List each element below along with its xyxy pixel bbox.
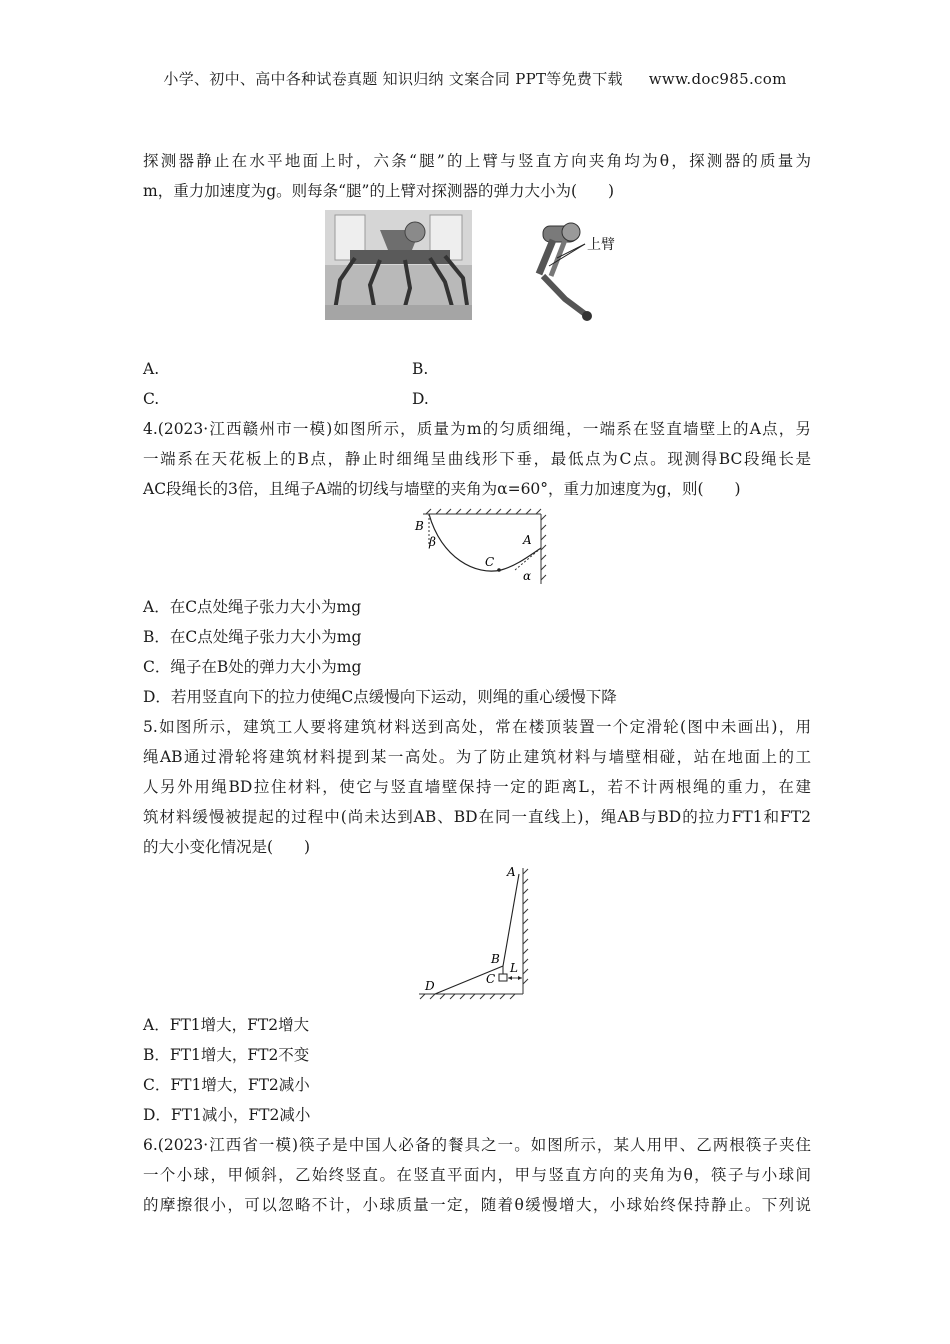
q4-line-2: 一端系在天花板上的B点，静止时细绳呈曲线形下垂，最低点为C点。现测得BC段绳长是 [143, 450, 811, 468]
label-b: B [491, 952, 500, 966]
q5-line-5: 的大小变化情况是( ) [143, 838, 311, 856]
q5-line-4: 筑材料缓慢被提起的过程中(尚未达到AB、BD在同一直线上)，绳AB与BD的拉力FT1和FT2 [143, 808, 811, 826]
q5-line-3: 人另外用绳BD拉住材料，使它与竖直墙壁保持一定的距离L，若不计两根绳的重力，在建 [143, 778, 811, 796]
q4-line-1: 4.(2023·江西赣州市一模)如图所示，质量为m的匀质细绳，一端系在竖直墙壁上的A点，另 [143, 420, 811, 438]
q6-line-1: 6.(2023·江西省一模)筷子是中国人必备的餐具之一。如图所示，某人用甲、乙两根筷子夹住 [143, 1136, 811, 1154]
q6-line-2: 一个小球，甲倾斜，乙始终竖直。在竖直平面内，甲与竖直方向的夹角为θ，筷子与小球间 [143, 1166, 811, 1184]
q5-option-b[interactable]: B．FT1增大，FT2不变 [143, 1046, 310, 1064]
label-c: C [486, 972, 496, 986]
q3-option-c[interactable]: C. [143, 390, 160, 408]
q5-option-a[interactable]: A．FT1增大，FT2增大 [143, 1016, 310, 1034]
rope-diagram [411, 508, 551, 586]
page-header [0, 68, 950, 89]
q3-line-1: 探测器静止在水平地面上时，六条“腿”的上臂与竖直方向夹角均为θ，探测器的质量为 [143, 152, 811, 170]
q5-building-figure [143, 862, 811, 1010]
q5-option-d[interactable]: D．FT1减小，FT2减小 [143, 1106, 311, 1124]
q4-option-b[interactable]: B．在C点处绳子张力大小为mg [143, 628, 362, 646]
q3-figure [143, 206, 811, 354]
document-body [143, 146, 811, 1220]
header-title: 小学、初中、高中各种试卷真题 知识归纳 文案合同 PPT等免费下载 [163, 70, 623, 88]
label-a: A [507, 866, 516, 879]
q3-option-a[interactable]: A. [143, 360, 160, 378]
q4-line-3: AC段绳长的3倍，且绳子A端的切线与墙壁的夹角为α=60°，重力加速度为g，则( ) [143, 480, 741, 498]
label-b: B [415, 519, 424, 533]
q5-option-c[interactable]: C．FT1增大，FT2减小 [143, 1076, 310, 1094]
label-beta: β [429, 535, 436, 549]
q4-rope-figure [143, 504, 811, 592]
q3-options-row-2 [143, 384, 811, 414]
label-c: C [485, 555, 495, 569]
robot-leg-photo [525, 214, 653, 326]
label-l: L [510, 961, 518, 975]
q3-option-d[interactable]: D. [412, 390, 429, 408]
label-alpha: α [523, 569, 532, 583]
q4-option-d[interactable]: D．若用竖直向下的拉力使绳C点缓慢向下运动，则绳的重心缓慢下降 [143, 688, 617, 706]
q4-option-a[interactable]: A．在C点处绳子张力大小为mg [143, 598, 362, 616]
label-d: D [425, 979, 435, 993]
q5-line-1: 5.如图所示，建筑工人要将建筑材料送到高处，常在楼顶装置一个定滑轮(图中未画出)，用 [143, 718, 811, 736]
header-url[interactable]: www.doc985.com [648, 70, 787, 88]
q3-option-b[interactable]: B. [412, 360, 429, 378]
q3-options-row-1 [143, 354, 811, 384]
q6-line-3: 的摩擦很小，可以忽略不计，小球质量一定，随着θ缓慢增大，小球始终保持静止。下列说 [143, 1196, 811, 1214]
q3-line-2: m，重力加速度为g。则每条“腿”的上臂对探测器的弹力大小为( ) [143, 182, 615, 200]
pulley-diagram [415, 866, 535, 1004]
label-a: A [523, 533, 532, 547]
q4-option-c[interactable]: C．绳子在B处的弹力大小为mg [143, 658, 362, 676]
q5-line-2: 绳AB通过滑轮将建筑材料提到某一高处。为了防止建筑材料与墙壁相碰，站在地面上的工 [143, 748, 811, 766]
upper-arm-label: 上臂 [587, 237, 615, 253]
probe-photo [325, 210, 472, 320]
